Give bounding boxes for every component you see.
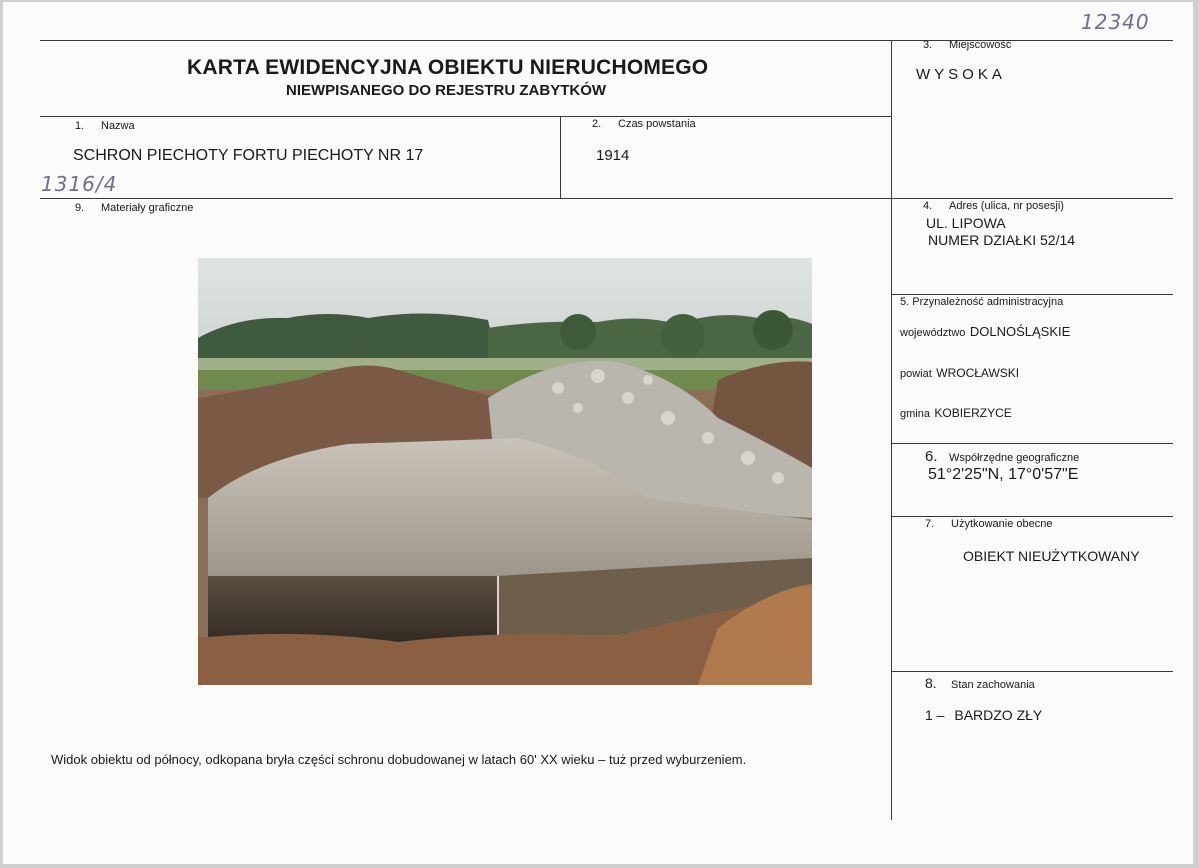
gmina-value: KOBIERZYCE [934,406,1012,420]
wspolrzedne-label: 6. Współrzędne geograficzne [925,448,1080,465]
stan-label: 8. Stan zachowania [925,675,1035,691]
czas-label: 2. Czas powstania [592,118,696,130]
stan-value-text: BARDZO ZŁY [954,707,1043,723]
gmina-row [900,404,1012,422]
miejscowosc-value: WYSOKA [916,66,1006,83]
right-column-divider [891,40,892,820]
uzytkowanie-value: OBIEKT NIEUŻYTKOWANY [963,548,1140,564]
miejscowosc-label: 3. Miejscowość [923,39,1012,51]
wojewodztwo-label: województwo [900,327,966,339]
photo-caption: Widok obiektu od północy, odkopana bryła części schronu dobudowanej w latach 60' XX wieku – tuż przed wyburzeniem. [51,752,747,767]
record-card [3,2,1193,864]
photo-illustration [198,258,812,685]
wojewodztwo-value: DOLNOŚLĄSKIE [969,324,1071,339]
handwritten-number: 12340 [1081,10,1150,34]
section-6-rule [891,443,1173,444]
section-9-rule [40,198,1173,199]
nazwa-label: 1. Nazwa [75,120,135,132]
wojewodztwo-row [900,323,1070,341]
adres-street: UL. LIPOWA [926,215,1006,231]
materialy-label: 9. Materiały graficzne [75,202,194,214]
section-8-rule [891,671,1173,672]
adres-label: 4. Adres (ulica, nr posesji) [923,200,1064,212]
header-bottom-rule [40,116,891,117]
gmina-label: gmina [900,408,930,420]
nazwa-value: SCHRON PIECHOTY FORTU PIECHOTY NR 17 [73,147,424,164]
powiat-value: WROCŁAWSKI [936,366,1020,380]
czas-value: 1914 [596,147,630,164]
przynaleznosc-label: 5. Przynależność administracyjna [900,296,1064,308]
wspolrzedne-value: 51°2'25"N, 17°0'57"E [928,466,1079,483]
handwritten-reference: 1316/4 [41,172,118,196]
page-subtitle: NIEWPISANEGO DO REJESTRU ZABYTKÓW [286,82,607,99]
uzytkowanie-label: 7. Użytkowanie obecne [925,518,1053,530]
adres-parcel: NUMER DZIAŁKI 52/14 [928,232,1076,248]
object-photo [198,258,812,685]
section-5-rule [891,294,1173,295]
name-date-divider [560,116,561,198]
stan-value [925,707,1042,723]
powiat-row [900,364,1019,382]
stan-value-number: 1 – [925,707,945,723]
page-title: KARTA EWIDENCYJNA OBIEKTU NIERUCHOMEGO [187,56,709,79]
powiat-label: powiat [900,368,932,380]
section-7-rule [891,516,1173,517]
